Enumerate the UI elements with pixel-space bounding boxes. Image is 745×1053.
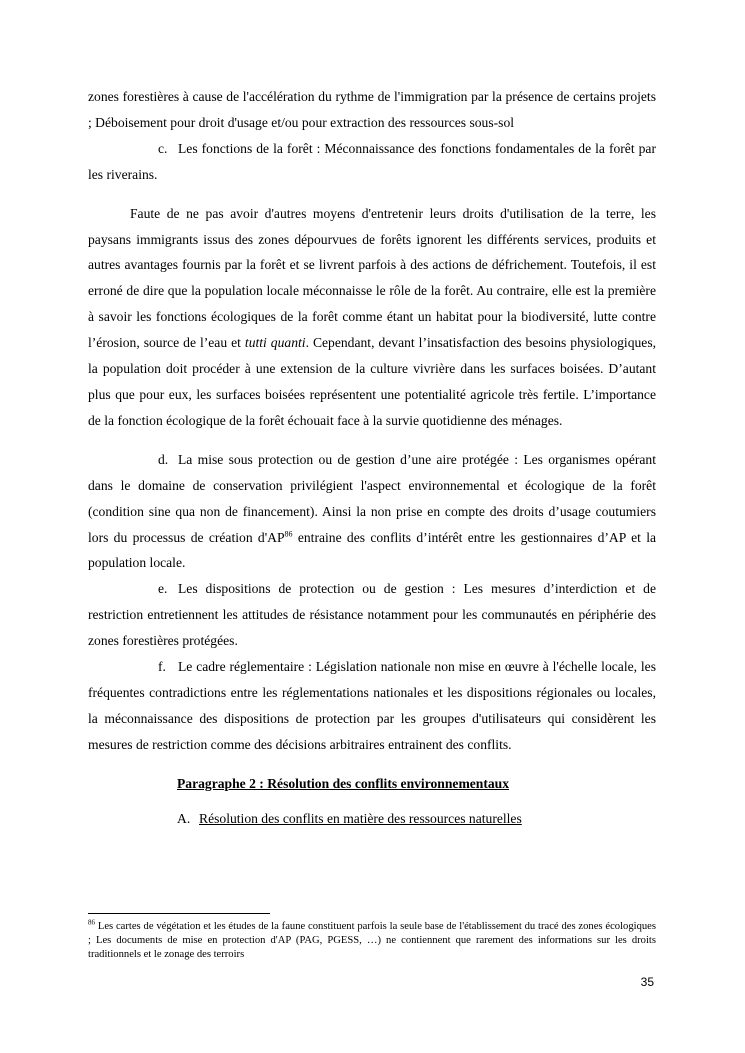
list-item-c — [88, 136, 656, 188]
list-item-f — [88, 654, 656, 758]
intro-paragraph: zones forestières à cause de l'accélération du rythme de l'immigration par la présence de certains projets ; Déboisement pour droit d'usage et/ou pour extraction des ressources sous-sol — [88, 89, 656, 130]
page-number: 35 — [640, 975, 654, 989]
list-item-c-text: Les fonctions de la forêt : Méconnaissance des fonctions fondamentales de la forêt par les riverains. — [88, 140, 656, 182]
list-item-d — [88, 447, 656, 577]
subsection-title: Résolution des conflits en matière des ressources naturelles — [199, 810, 522, 826]
subsection-marker: A. — [177, 810, 191, 826]
footnote-number: 86 — [88, 918, 95, 927]
main-paragraph-italic: tutti quanti — [244, 335, 306, 351]
page-body — [88, 84, 656, 831]
main-paragraph — [88, 201, 656, 434]
subsection-heading — [177, 806, 656, 832]
list-item-e — [88, 576, 656, 654]
footnote-reference[interactable]: 86 — [284, 528, 293, 538]
footnote — [88, 920, 656, 963]
list-marker-c: c. — [158, 140, 168, 156]
list-marker-d: d. — [158, 451, 169, 467]
list-item-d-text: La mise sous protection ou de gestion d’une aire protégée : Les organismes opérant dans le domaine de conservation privilégient l'aspect environnemental et écologique de la forêt (condition sine qua non de financement). Ainsi la non prise en compte des droits d’usage coutumiers lors du processus de création d'AP — [88, 451, 656, 545]
list-item-e-text: Les dispositions de protection ou de gestion : Les mesures d’interdiction et de restriction entretiennent les attitudes de résistance notamment pour les communautés en périphérie des zones forestières protégées. — [88, 581, 656, 649]
footnote-separator — [88, 913, 270, 914]
list-marker-e: e. — [158, 581, 168, 597]
main-paragraph-part2: . Cependant, devant l’insatisfaction des besoins physiologiques, la population doit procéder à une extension de la culture vivrière dans les surfaces boisées. D’autant plus que pour eux, les surfaces boisées représentent une potentialité agricole très fertile. L’importance de la fonction écologique de la forêt échouait face à la survie quotidienne des ménages. — [88, 335, 657, 428]
list-item-d-text-end: entraine des conflits d’intérêt entre les gestionnaires d’AP et la population locale. — [88, 529, 657, 571]
list-marker-f: f. — [158, 659, 166, 675]
main-paragraph-part1: Faute de ne pas avoir d'autres moyens d'entretenir leurs droits d'utilisation de la terre, les paysans immigrants issus des zones dépourvues de forêts ignorent les différents services, produits et autres avantages fournis par la forêt et se livrent parfois à des actions de défrichement. Toutefois, il est erroné de dire que la population locale méconnaisse le rôle de la forêt. Au contraire, elle est la première à savoir les fonctions écologiques de la forêt comme étant un habitat pour la biodiversité, lutte contre l’érosion, source de l’eau et — [88, 205, 656, 351]
list-item-f-text: Le cadre réglementaire : Législation nationale non mise en œuvre à l'échelle locale, les fréquentes contradictions entre les réglementations nationales et les dispositions régionales ou locales, la méconnaissance des dispositions de protection par les groupes d'utilisateurs qui considèrent les mesures de restriction comme des décisions arbitraires entrainent des conflits. — [88, 659, 656, 752]
section-heading: Paragraphe 2 : Résolution des conflits environnementaux — [177, 775, 510, 791]
footnote-text: Les cartes de végétation et les études de la faune constituent parfois la seule base de l'établissement du tracé des zones écologiques ; Les documents de mise en protection d'AP (PAG, PGESS, …) ne contiennent que rarement des informations sur les droits traditionnels et le zonage des terroirs — [88, 921, 656, 961]
